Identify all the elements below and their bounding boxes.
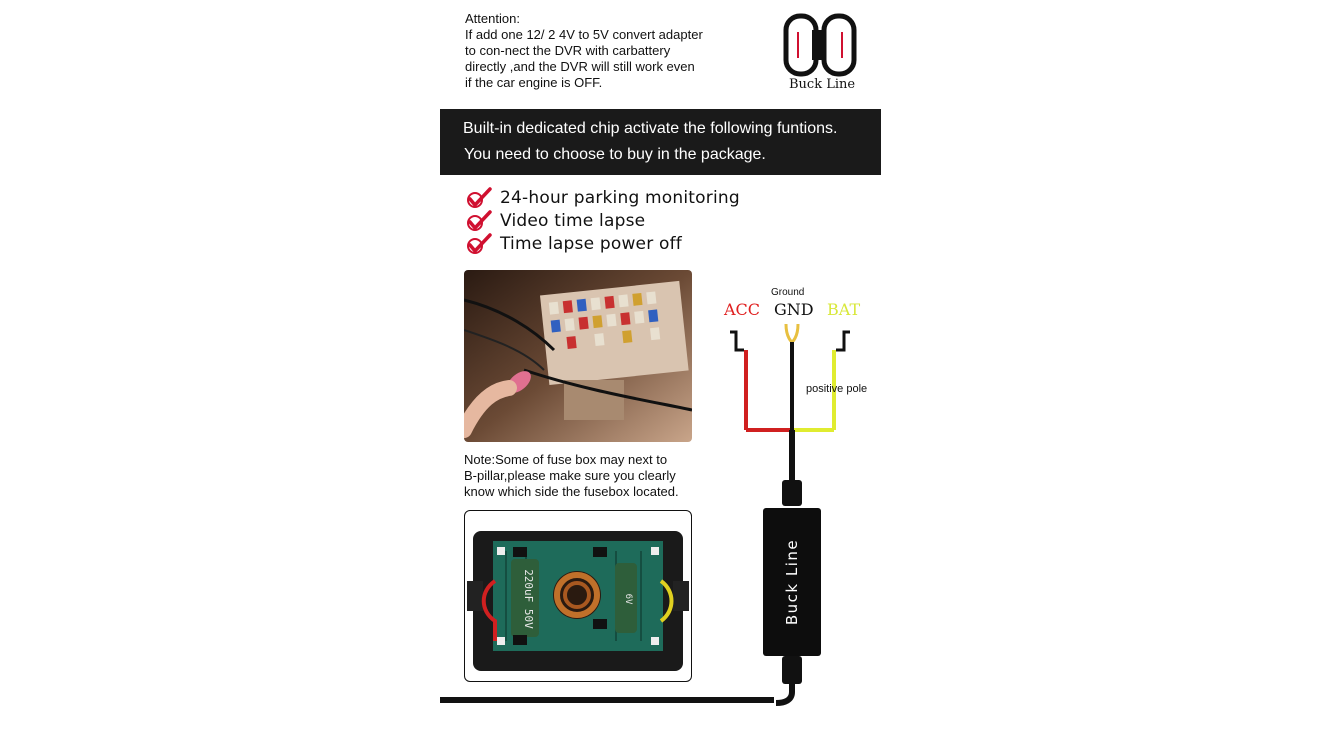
feature-item [466, 233, 682, 255]
feature-label: Time lapse power off [500, 234, 682, 254]
pcb-photo [464, 510, 692, 682]
feature-item [466, 210, 645, 232]
cable-strain-relief [782, 480, 802, 506]
functions-banner [440, 109, 881, 175]
feature-label: Video time lapse [500, 211, 646, 231]
ground-label: Ground [771, 287, 805, 298]
pcb-illustration [465, 511, 690, 680]
checkmark-icon [466, 233, 492, 255]
acc-fuse-tap [730, 332, 744, 350]
fuse-box-photo [464, 270, 692, 442]
positive-pole-label: positive pole [806, 383, 868, 395]
buck-box-label: Buck Line [783, 538, 801, 626]
banner-line-1: Built-in dedicated chip activate the following funtions. [463, 120, 838, 137]
checkmark-icon [466, 210, 492, 232]
checkmark-icon [466, 187, 492, 209]
feature-item [466, 187, 740, 209]
note-text: Note:Some of fuse box may next to B-pillar,please make sure you clearly know which side the fusebox located. [464, 452, 679, 499]
acc-label: ACC [724, 300, 761, 319]
bat-label: BAT [827, 300, 861, 319]
banner-line-2: You need to choose to buy in the package. [464, 146, 766, 163]
wiring-diagram [700, 280, 881, 743]
buck-line-label: Buck Line [789, 77, 856, 92]
gnd-label: GND [774, 300, 814, 319]
attention-text: Attention: If add one 12/ 2 4V to 5V convert adapter to con-nect the DVR with carbattery directly ,and the DVR will still work even if the car engine is OFF. [465, 11, 703, 90]
capacitor-label: 6V [623, 593, 633, 605]
ground-ring-terminal [786, 324, 798, 342]
feature-label: 24-hour parking monitoring [500, 188, 740, 208]
coiled-cable-icon [782, 12, 858, 80]
capacitor-label: 220uF 50V [522, 569, 535, 629]
bat-fuse-tap [836, 332, 850, 350]
output-cable [440, 690, 800, 730]
